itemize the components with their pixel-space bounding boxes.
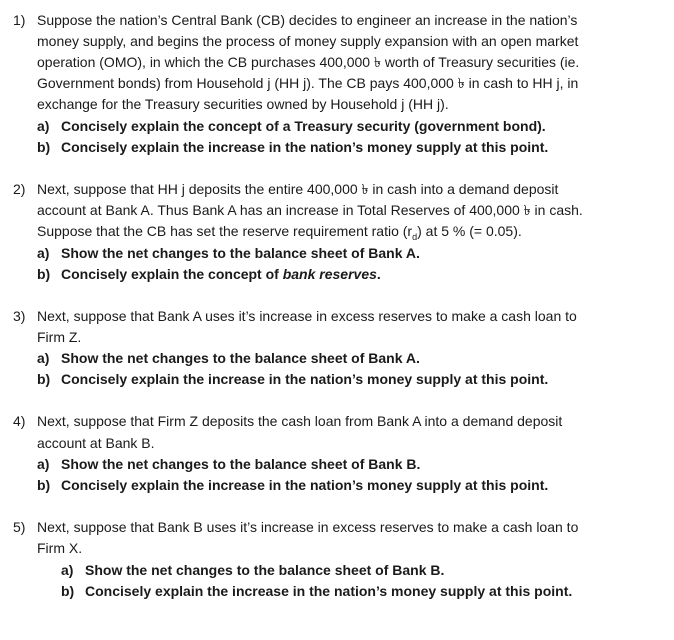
sub-question-text: Concisely explain the increase in the nation’s money supply at this point. xyxy=(61,477,549,493)
sub-question-label: a) xyxy=(37,118,50,134)
sub-question-text: Concisely explain the increase in the nation’s money supply at this point. xyxy=(85,583,573,599)
question-number: 4) xyxy=(13,413,26,429)
sub-question-label: b) xyxy=(37,477,51,493)
sub-question-text: Concisely explain the concept of a Treasury security (government bond). xyxy=(61,118,546,134)
question-text-line: Government bonds) from Household j (HH j). The CB pays 400,000 ৳ in cash to HH j, in xyxy=(37,75,579,91)
question-text-line: operation (OMO), in which the CB purchases 400,000 ৳ worth of Treasury securities (ie. xyxy=(37,54,580,70)
question-number: 5) xyxy=(13,519,26,535)
sub-question-text: Show the net changes to the balance sheet of Bank A. xyxy=(61,350,420,366)
sub-question-text: Show the net changes to the balance sheet of Bank B. xyxy=(85,562,445,578)
question-number: 3) xyxy=(13,308,26,324)
sub-question-b xyxy=(37,369,548,390)
question-text-line: money supply, and begins the process of money supply expansion with an open market xyxy=(37,33,579,49)
sub-question-a xyxy=(37,243,420,264)
question-text-line: Firm Z. xyxy=(37,329,82,345)
sub-question-label: b) xyxy=(37,139,51,155)
question-text-line: Next, suppose that Bank B uses it’s increase in excess reserves to make a cash loan to xyxy=(37,519,579,535)
question-text-segment: ) at 5 % (= 0.05). xyxy=(417,223,522,239)
sub-question-b xyxy=(61,581,572,602)
sub-question-text: Concisely explain the increase in the nation’s money supply at this point. xyxy=(61,139,549,155)
sub-question-a xyxy=(37,348,420,369)
sub-question-text: Concisely explain the concept of xyxy=(61,266,283,282)
question-text-line: account at Bank B. xyxy=(37,435,155,451)
sub-question-text: Concisely explain the increase in the nation’s money supply at this point. xyxy=(61,371,549,387)
sub-question-label: b) xyxy=(37,371,51,387)
sub-question-label: a) xyxy=(37,350,50,366)
question-text-line: Next, suppose that Firm Z deposits the cash loan from Bank A into a demand deposit xyxy=(37,413,563,429)
question-number: 1) xyxy=(13,12,26,28)
sub-question-a xyxy=(61,560,444,581)
question-text-line: account at Bank A. Thus Bank A has an increase in Total Reserves of 400,000 ৳ in cash. xyxy=(37,202,583,218)
sub-question-a xyxy=(37,454,420,475)
sub-question-b xyxy=(37,264,381,285)
question-text-line: Next, suppose that HH j deposits the entire 400,000 ৳ in cash into a demand deposit xyxy=(37,181,559,197)
sub-question-label: b) xyxy=(61,583,75,599)
sub-question-b xyxy=(37,137,548,158)
sub-question-label: a) xyxy=(37,245,50,261)
question-text-line: exchange for the Treasury securities owned by Household j (HH j). xyxy=(37,96,449,112)
sub-question-text-tail: . xyxy=(376,266,381,282)
sub-question-text: Show the net changes to the balance sheet of Bank B. xyxy=(61,456,421,472)
sub-question-b xyxy=(37,475,548,496)
sub-question-label: b) xyxy=(37,266,51,282)
sub-question-label: a) xyxy=(61,562,74,578)
question-text-line: Firm X. xyxy=(37,540,83,556)
sub-question-label: a) xyxy=(37,456,50,472)
sub-question-a xyxy=(37,116,546,137)
sub-question-emphasis: bank reserves xyxy=(282,266,377,282)
question-number: 2) xyxy=(13,181,26,197)
question-text-segment: Suppose that the CB has set the reserve requirement ratio (r xyxy=(37,223,413,239)
question-text-line: Next, suppose that Bank A uses it’s increase in excess reserves to make a cash loan to xyxy=(37,308,577,324)
reserve-ratio-subscript: d xyxy=(412,231,418,242)
question-text-line: Suppose the nation’s Central Bank (CB) decides to engineer an increase in the nation’s xyxy=(37,12,578,28)
sub-question-text: Show the net changes to the balance sheet of Bank A. xyxy=(61,245,420,261)
